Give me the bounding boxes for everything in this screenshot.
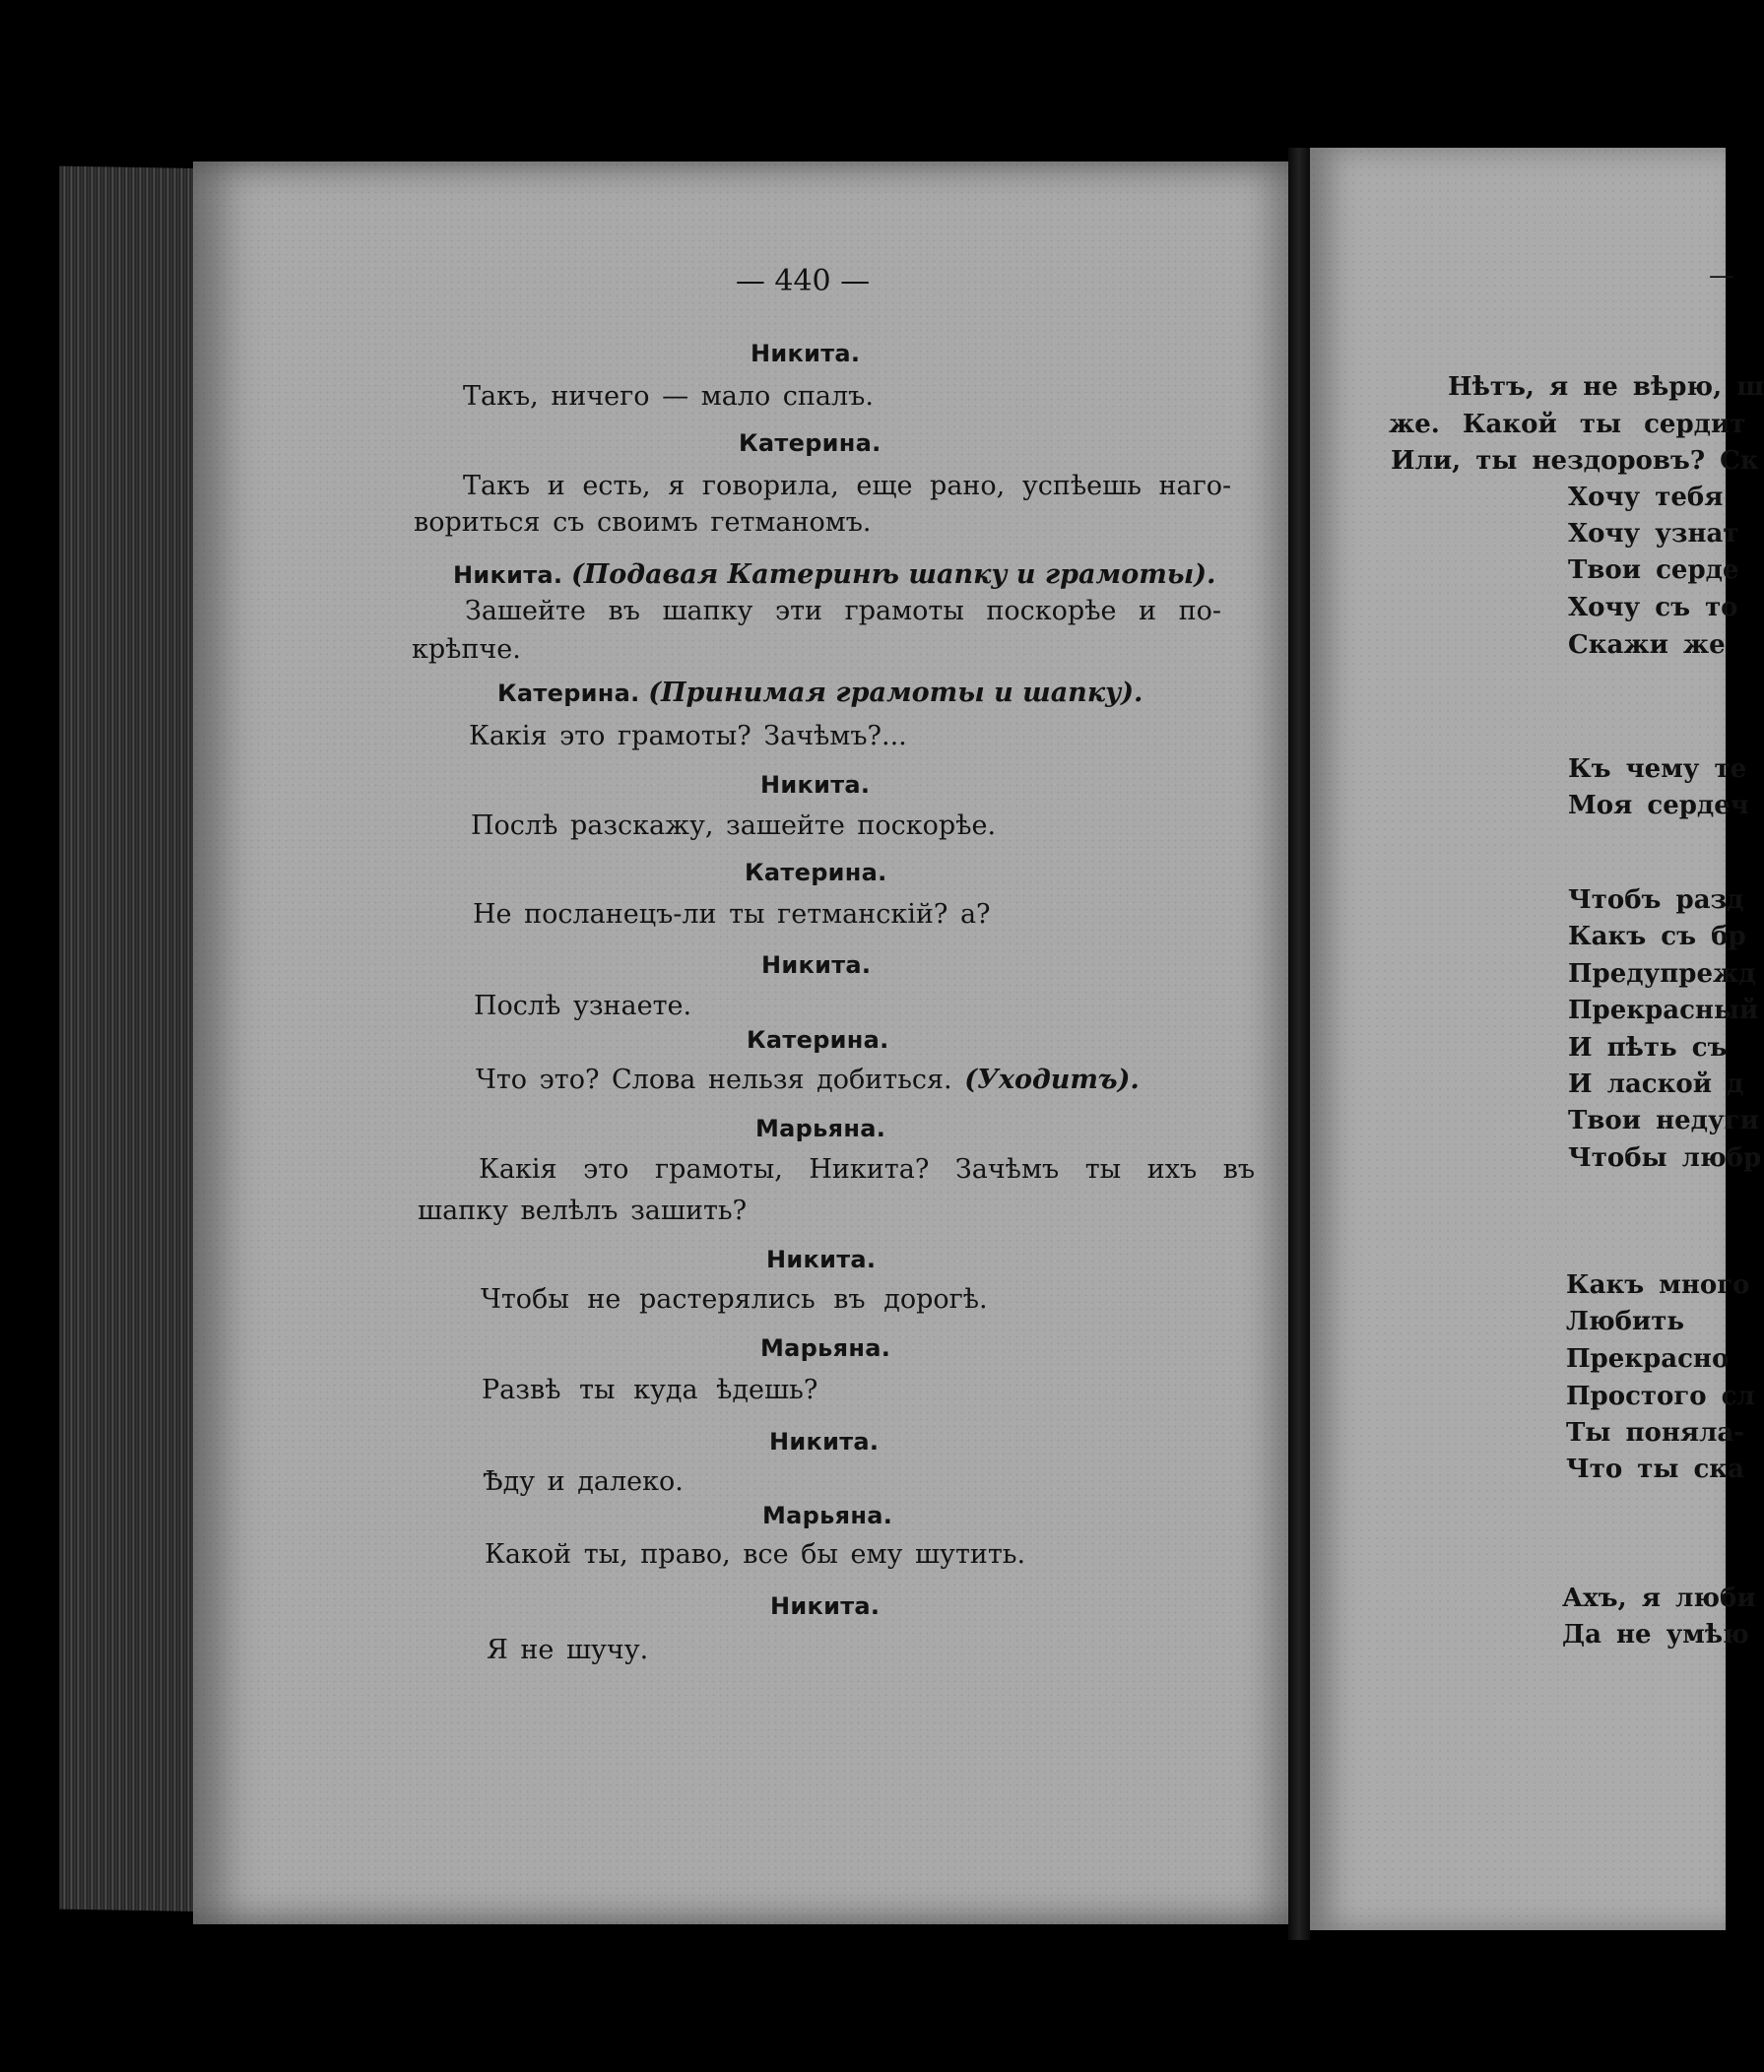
text-line: Прекрасный xyxy=(1568,996,1759,1025)
dialogue-line: Не посланецъ-ли ты гетманскій? а? xyxy=(473,899,991,930)
dialogue-line: крѣпче. xyxy=(412,634,521,665)
left-page xyxy=(193,162,1288,1924)
speaker-name: Марьяна. xyxy=(755,1115,886,1142)
stage-direction: (Подавая Катеринѣ шапку и грамоты). xyxy=(571,559,1216,590)
speaker-name: Никита. xyxy=(760,771,871,799)
dialogue-line: Чтобы не растерялись въ дорогѣ. xyxy=(481,1284,988,1315)
text-line: Простого сл xyxy=(1566,1382,1755,1411)
text-line: И пѣть съ xyxy=(1568,1033,1728,1063)
text-line: Или, ты нездоровъ? Ск xyxy=(1391,446,1759,476)
dialogue-line: Какія это грамоты? Зачѣмъ?... xyxy=(469,721,907,751)
dialogue-line: Послѣ узнаете. xyxy=(474,991,692,1021)
text-line: Чтобъ разд xyxy=(1568,885,1744,915)
text-line: Хочу тебя xyxy=(1568,483,1724,512)
speaker-name: Никита. xyxy=(766,1246,877,1273)
dialogue-line: шапку велѣлъ зашить? xyxy=(418,1196,748,1226)
text-line: Къ чему те xyxy=(1568,754,1747,784)
text-line: Чтобы любр xyxy=(1568,1143,1762,1173)
speaker-name: Катерина. xyxy=(739,429,882,457)
text-line: Какъ много xyxy=(1566,1270,1750,1300)
speaker-with-direction xyxy=(497,678,1143,708)
text-line: Что ты ска xyxy=(1566,1455,1744,1484)
speaker-name: Никита. xyxy=(769,1428,880,1456)
dialogue-line xyxy=(476,1065,1140,1095)
dialogue-line: Я не шучу. xyxy=(487,1635,649,1665)
text-line: Хочу узнат xyxy=(1568,519,1739,549)
text-line: Нѣтъ, я не вѣрю, ш xyxy=(1448,372,1764,402)
text-line: Предупрежд xyxy=(1568,959,1756,989)
dialogue-line: Зашейте въ шапку эти грамоты поскорѣе и по- xyxy=(465,596,1222,626)
text-line: И лаской д xyxy=(1568,1069,1744,1099)
text-line: Скажи же xyxy=(1568,630,1726,660)
book-gutter xyxy=(1288,148,1310,1940)
dialogue-line: Такъ, ничего — мало спалъ. xyxy=(463,381,874,412)
speaker-name: Никита. xyxy=(453,561,563,589)
text-line: Твои серде xyxy=(1568,555,1739,585)
dialogue-line: Такъ и есть, я говорила, еще рано, успѣешь наго- xyxy=(463,471,1232,501)
speaker-name: Катерина. xyxy=(745,859,887,886)
text-line: Хочу съ то xyxy=(1568,593,1738,622)
text-line: Ахъ, я люби xyxy=(1562,1584,1756,1613)
dialogue-line: Развѣ ты куда ѣдешь? xyxy=(482,1375,818,1405)
speaker-name: Никита. xyxy=(751,340,861,367)
dialogue-line: Ѣду и далеко. xyxy=(483,1466,684,1497)
text-line: Какъ съ бр xyxy=(1568,922,1746,951)
speaker-name: Никита. xyxy=(761,951,872,979)
text-line: Ты поняла- xyxy=(1566,1418,1745,1448)
text-line: Прекрасно xyxy=(1566,1344,1730,1374)
dialogue-line: Послѣ разскажу, зашейте поскорѣе. xyxy=(471,810,997,841)
page-number-fragment: — xyxy=(1709,261,1734,291)
stage-direction: (Принимая грамоты и шапку). xyxy=(648,678,1143,708)
speaker-name: Катерина. xyxy=(747,1026,889,1054)
text-line: Да не умѣю xyxy=(1562,1620,1749,1650)
text-line: Моя сердеч xyxy=(1568,791,1749,820)
speaker-name: Марьяна. xyxy=(762,1502,893,1529)
text-line: Твои недуги xyxy=(1568,1106,1759,1135)
dialogue-text: Что это? Слова нельзя добиться. xyxy=(476,1065,952,1095)
text-line: Любить xyxy=(1566,1307,1685,1336)
stage-direction: (Уходитъ). xyxy=(964,1065,1140,1095)
dialogue-line: вориться съ своимъ гетманомъ. xyxy=(414,507,872,538)
speaker-name: Никита. xyxy=(770,1592,881,1620)
dialogue-line: Какой ты, право, все бы ему шутить. xyxy=(485,1539,1026,1570)
speaker-with-direction xyxy=(453,559,1215,590)
dialogue-line: Какія это грамоты, Никита? Зачѣмъ ты ихъ въ xyxy=(479,1154,1256,1185)
speaker-name: Катерина. xyxy=(497,680,640,707)
page-number: — 440 — xyxy=(735,264,871,298)
speaker-name: Марьяна. xyxy=(760,1334,891,1362)
text-line: же. Какой ты сердит xyxy=(1389,410,1746,439)
